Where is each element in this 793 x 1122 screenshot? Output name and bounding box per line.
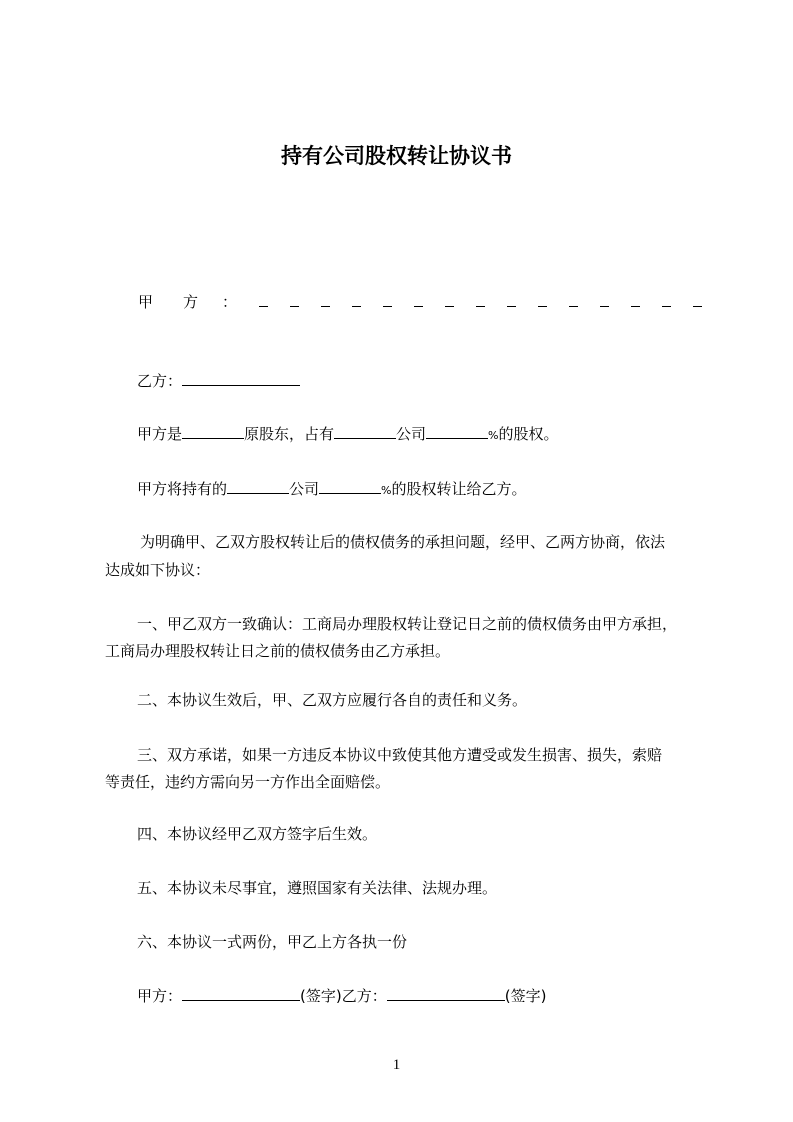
party-a-line	[138, 292, 702, 312]
signature-party-b: 乙方：	[341, 987, 387, 1005]
document-title: 持有公司股权转让协议书	[281, 144, 512, 168]
para3-line2: 达成如下协议：	[105, 561, 211, 579]
clause2: 二、本协议生效后，甲、乙双方应履行各自的责任和义务。	[137, 691, 528, 709]
clause5: 五、本协议未尽事宜，遵照国家有关法律、法规办理。	[137, 879, 498, 897]
para1-text-1: 甲方是	[137, 425, 183, 443]
signature-party-a: 甲方：	[137, 987, 183, 1005]
party-a-char1: 甲	[138, 293, 154, 311]
signature-sign-a: (签字)	[300, 987, 342, 1005]
para2-blank-2[interactable]	[319, 479, 381, 494]
party-a-colon: ：	[222, 293, 238, 311]
signature-blank-b[interactable]	[387, 986, 505, 1001]
party-b-line	[137, 371, 300, 391]
clause1-line1: 一、甲乙双方一致确认：工商局办理股权转让登记日之前的债权债务由甲方承担，	[137, 615, 678, 633]
signature-line	[137, 986, 546, 1006]
clause6: 六、本协议一式两份，甲乙上方各执一份	[137, 933, 408, 951]
clause3-line2: 等责任，违约方需向另一方作出全面赔偿。	[105, 773, 391, 791]
party-a-char2: 方	[183, 293, 199, 311]
para1-percent: %	[488, 429, 499, 442]
party-b-label: 乙方：	[137, 372, 183, 390]
paragraph-shareholder	[137, 424, 559, 446]
para3-line1: 为明确甲、乙双方股权转让后的债权债务的承担问题，经甲、乙两方协商，依法	[140, 533, 666, 551]
para1-text-5: 的股权。	[498, 425, 559, 443]
signature-blank-a[interactable]	[182, 986, 300, 1001]
party-a-blank[interactable]	[259, 292, 702, 312]
para1-blank-3[interactable]	[426, 424, 488, 439]
para2-text-1: 甲方将持有的	[137, 480, 228, 498]
para1-text-2: 原股东，占有	[244, 425, 335, 443]
page-number: 1	[392, 1057, 401, 1073]
para1-blank-2[interactable]	[334, 424, 396, 439]
clause4: 四、本协议经甲乙双方签字后生效。	[137, 825, 378, 843]
clause1-line2: 工商局办理股权转让日之前的债权债务由乙方承担。	[105, 642, 451, 660]
party-b-blank[interactable]	[182, 371, 300, 386]
para2-percent: %	[381, 484, 392, 497]
paragraph-transfer	[137, 479, 527, 501]
para1-text-3: 公司	[396, 425, 427, 443]
para2-text-2: 公司	[289, 480, 320, 498]
para2-blank-1[interactable]	[227, 479, 289, 494]
signature-sign-b: (签字)	[504, 987, 547, 1005]
para1-blank-1[interactable]	[182, 424, 244, 439]
para2-text-4: 的股权转让给乙方。	[391, 480, 527, 498]
clause3-line1: 三、双方承诺，如果一方违反本协议中致使其他方遭受或发生损害、损失，索赔	[137, 746, 663, 764]
